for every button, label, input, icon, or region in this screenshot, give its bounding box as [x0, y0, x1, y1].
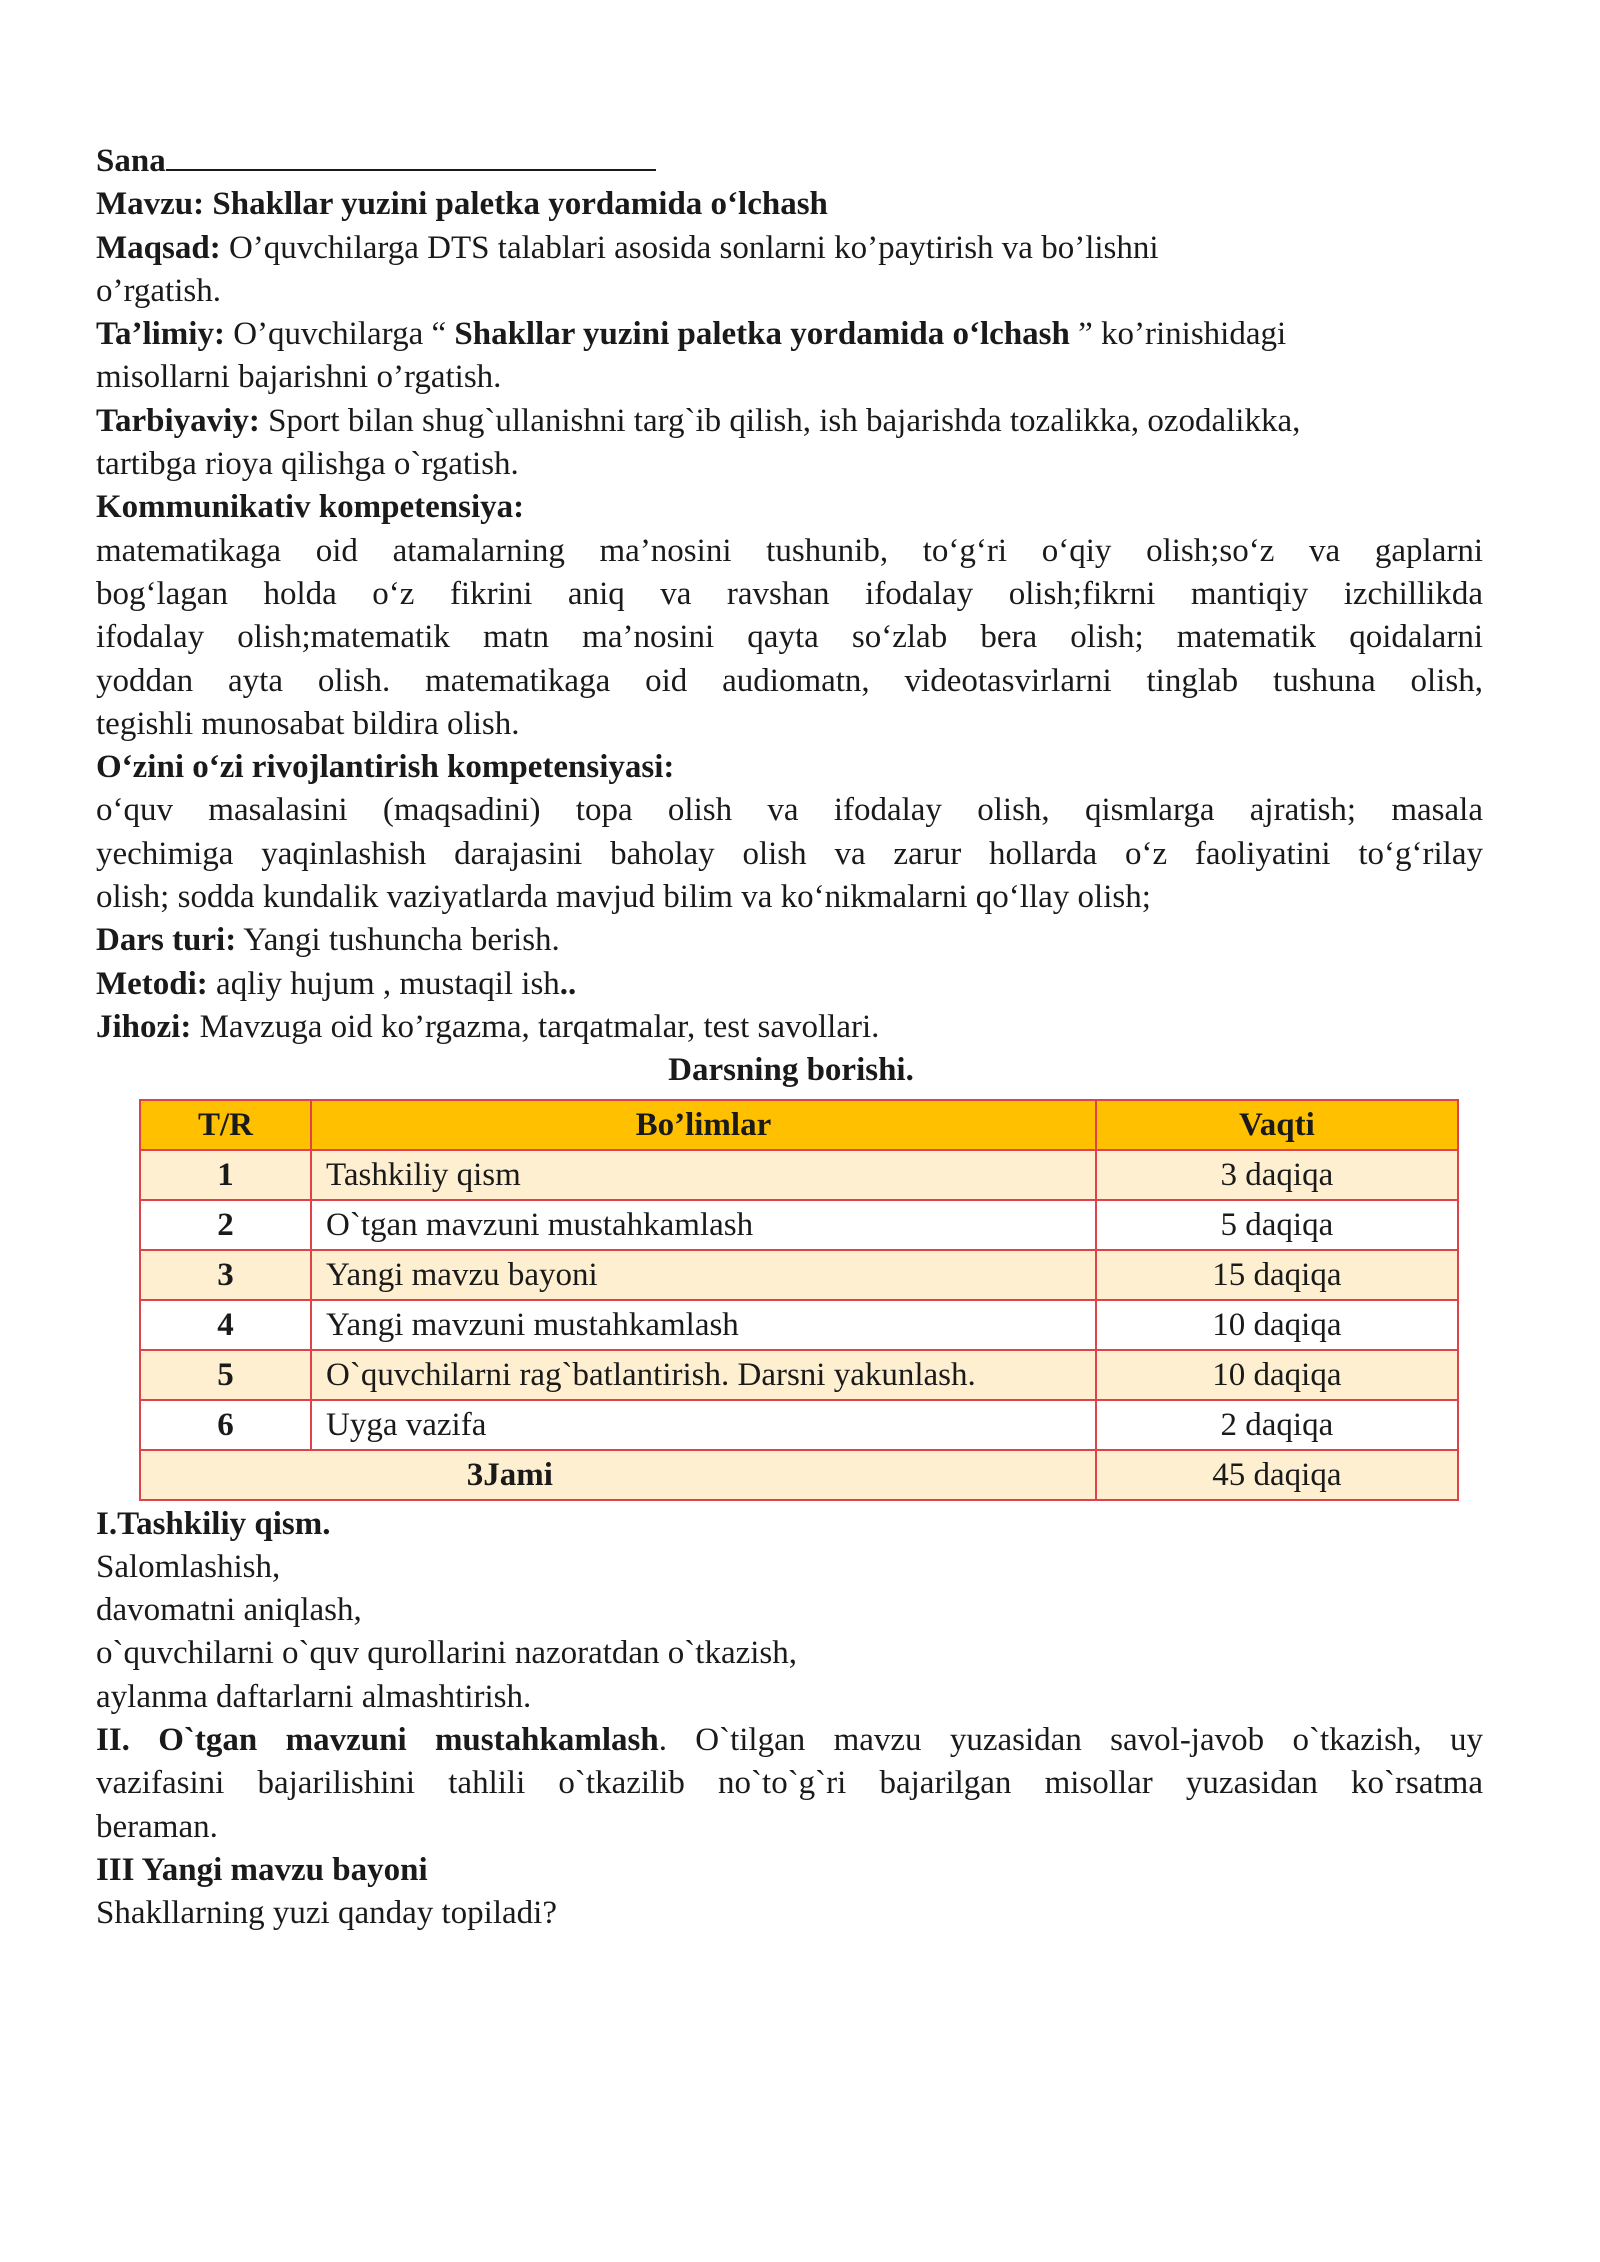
educational-line [96, 313, 1486, 356]
table-row [140, 1300, 1458, 1350]
header-tr: T/R [140, 1100, 311, 1150]
self-development-line: o‘quv masalasini (maqsadini) topa olish va ifodalay olish, qismlarga ajratish; masala [96, 792, 1483, 829]
goal-text-cont: o’rgatish. [96, 272, 221, 309]
section2-line: beraman. [96, 1808, 218, 1845]
row-time: 15 daqiqa [1096, 1250, 1458, 1300]
row-section: O`tgan mavzuni mustahkamlash [311, 1200, 1096, 1250]
date-label: Sana [96, 143, 166, 179]
table-row [140, 1400, 1458, 1450]
method-text-end: .. [559, 965, 577, 1002]
table-title: Darsning borishi. [668, 1052, 914, 1089]
header-sections: Bo’limlar [311, 1100, 1096, 1150]
section3-text: Shakllarning yuzi qanday topiladi? [96, 1895, 557, 1932]
table-row [140, 1150, 1458, 1200]
date-blank-field[interactable] [166, 143, 656, 171]
communicative-line: yoddan ayta olish. matematikaga oid audiomatn, videotasvirlarni tinglab tushuna olish, [96, 662, 1483, 699]
upbringing-text-cont: tartibga rioya qilishga o`rgatish. [96, 446, 519, 483]
communicative-line: matematikaga oid atamalarning ma’nosini tushunib, to‘g‘ri o‘qiy olish;so‘z va gaplarni [96, 532, 1483, 569]
section1-line: Salomlashish, [96, 1548, 281, 1585]
row-time: 10 daqiqa [1096, 1300, 1458, 1350]
method-label: Metodi: [96, 965, 208, 1002]
section2-line [96, 1719, 1483, 1762]
table-total-row [140, 1450, 1458, 1500]
method-line [96, 963, 1486, 1006]
communicative-heading: Kommunikativ kompetensiya: [96, 489, 525, 526]
communicative-line: ifodalay olish;matematik matn ma’nosini qayta so‘zlab bera olish; matematik qoidalarni [96, 619, 1483, 656]
topic-line: Mavzu: Shakllar yuzini paletka yordamida o‘lchash [96, 186, 828, 223]
table-header-row [140, 1100, 1458, 1150]
equipment-line [96, 1006, 1486, 1049]
lesson-plan-page [96, 140, 1486, 1936]
row-time: 10 daqiqa [1096, 1350, 1458, 1400]
goal-line [96, 227, 1486, 270]
date-line [96, 140, 1486, 183]
row-time: 5 daqiqa [1096, 1200, 1458, 1250]
row-section: Yangi mavzuni mustahkamlash [311, 1300, 1096, 1350]
row-number: 2 [140, 1200, 311, 1250]
educational-text-pre: O’quvchilarga “ [224, 316, 455, 353]
educational-text-post: ” ko’rinishidagi [1069, 316, 1287, 353]
self-development-line: olish; sodda kundalik vaziyatlarda mavjud bilim va ko‘nikmalarni qo‘llay olish; [96, 879, 1151, 916]
section2-heading: II. O`tgan mavzuni mustahkamlash [96, 1722, 659, 1759]
goal-text: O’quvchilarga DTS talablari asosida sonlarni ko’paytirish va bo’lishni [220, 229, 1159, 266]
self-development-line: yechimiga yaqinlashish darajasini baholay olish va zarur hollarda o‘z faoliyatini to‘g‘rilay [96, 835, 1483, 872]
section1-line: o`quvchilarni o`quv qurollarini nazoratdan o`tkazish, [96, 1635, 798, 1672]
section1-line: aylanma daftarlarni almashtirish. [96, 1678, 532, 1715]
lesson-type-label: Dars turi: [96, 922, 237, 959]
row-time: 3 daqiqa [1096, 1150, 1458, 1200]
row-number: 3 [140, 1250, 311, 1300]
section2-text [96, 1719, 1483, 1849]
row-number: 4 [140, 1300, 311, 1350]
educational-topic: Shakllar yuzini paletka yordamida o‘lchash [454, 316, 1070, 353]
educational-text-cont: misollarni bajarishni o’rgatish. [96, 359, 502, 396]
row-number: 5 [140, 1350, 311, 1400]
method-text: aqliy hujum , mustaqil ish [207, 965, 560, 1002]
self-development-text [96, 789, 1483, 919]
goal-label: Maqsad: [96, 229, 221, 266]
self-development-heading: O‘zini o‘zi rivojlantirish kompetensiyasi: [96, 749, 675, 786]
communicative-text [96, 530, 1483, 746]
table-row [140, 1350, 1458, 1400]
section1-line: davomatni aniqlash, [96, 1592, 362, 1629]
section2-line: vazifasini bajarilishini tahlili o`tkazilib no`to`g`ri bajarilgan misollar yuzasidan ko`rsatma [96, 1765, 1483, 1802]
upbringing-text: Sport bilan shug`ullanishni targ`ib qilish, ish bajarishda tozalikka, ozodalikka, [259, 402, 1301, 439]
header-time: Vaqti [1096, 1100, 1458, 1150]
lesson-plan-table [139, 1099, 1459, 1501]
table-row [140, 1250, 1458, 1300]
lesson-type-text: Yangi tushuncha berish. [236, 922, 560, 959]
row-time: 2 daqiqa [1096, 1400, 1458, 1450]
row-section: Tashkiliy qism [311, 1150, 1096, 1200]
row-number: 6 [140, 1400, 311, 1450]
total-label: 3Jami [140, 1450, 1096, 1500]
educational-label: Ta’limiy: [96, 316, 225, 353]
table-row [140, 1200, 1458, 1250]
row-section: Uyga vazifa [311, 1400, 1096, 1450]
section2-text1: . O`tilgan mavzu yuzasidan savol-javob o`tkazish, uy [658, 1722, 1483, 1759]
row-number: 1 [140, 1150, 311, 1200]
row-section: O`quvchilarni rag`batlantirish. Darsni yakunlash. [311, 1350, 1096, 1400]
section1-heading: I.Tashkiliy qism. [96, 1505, 331, 1542]
upbringing-line [96, 400, 1486, 443]
section3-heading: III Yangi mavzu bayoni [96, 1851, 428, 1888]
equipment-text: Mavzuga oid ko’rgazma, tarqatmalar, test savollari. [191, 1008, 880, 1045]
row-section: Yangi mavzu bayoni [311, 1250, 1096, 1300]
communicative-line: bog‘lagan holda o‘z fikrini aniq va ravshan ifodalay olish;fikrni mantiqiy izchillikda [96, 575, 1483, 612]
equipment-label: Jihozi: [96, 1008, 192, 1045]
upbringing-label: Tarbiyaviy: [96, 402, 260, 439]
communicative-line: tegishli munosabat bildira olish. [96, 705, 520, 742]
lesson-type-line [96, 919, 1486, 962]
total-time: 45 daqiqa [1096, 1450, 1458, 1500]
